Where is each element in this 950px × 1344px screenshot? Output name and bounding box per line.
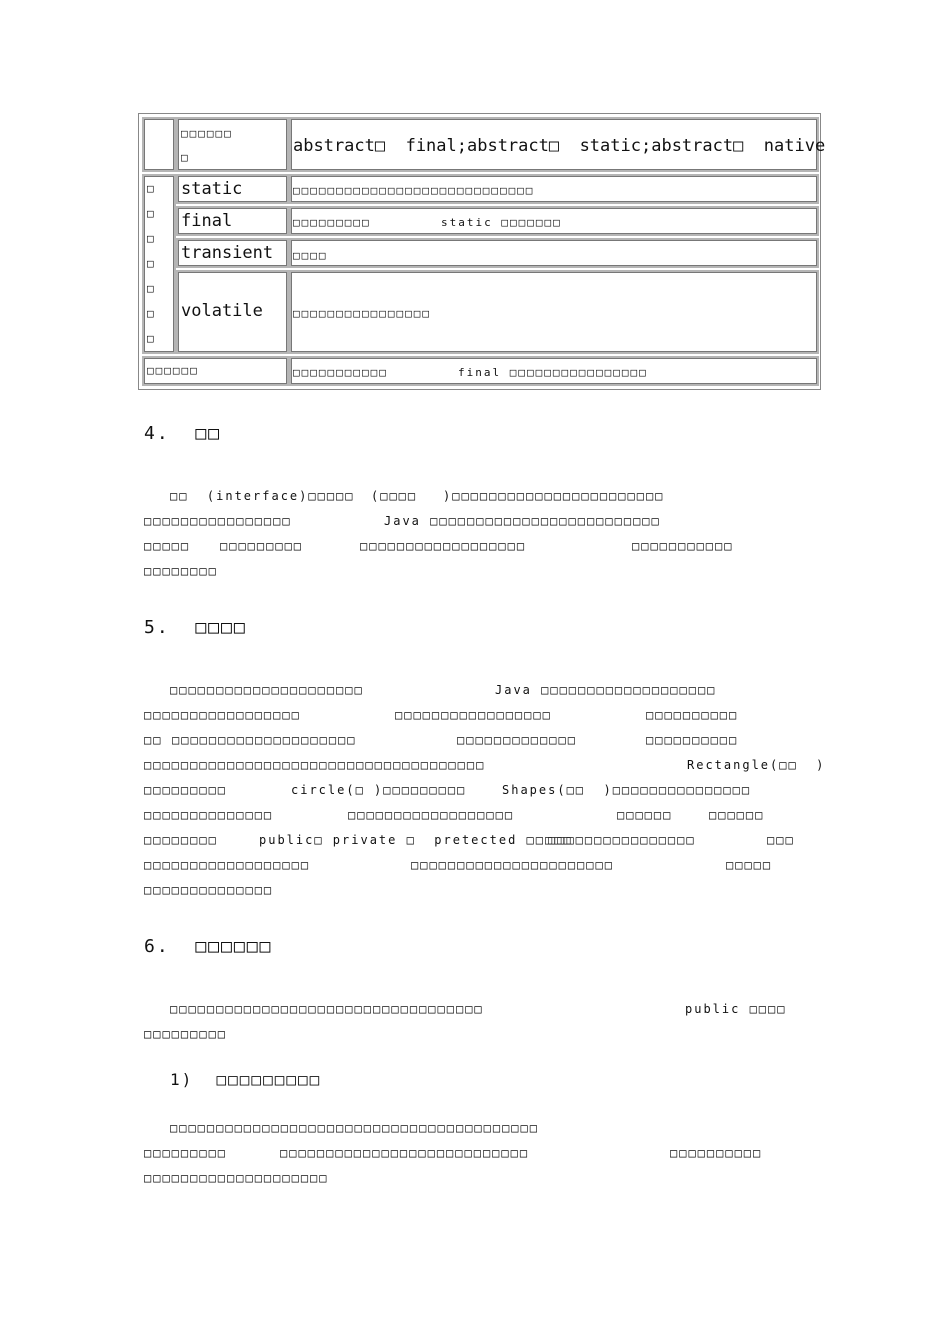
text-run: □□□□□□□□□□□□□□□□□ [395, 708, 552, 722]
text-run: □□□□□□□□ [144, 833, 218, 847]
group-char: □ [147, 182, 156, 195]
text-run: □□ [144, 733, 163, 747]
text-run: □□□□□□□□□□□□□□□□□□□□□□□□□□□□□□□□□□ [170, 1002, 484, 1016]
text-run: □□□□□□ [709, 808, 765, 822]
text-run: □□□□□ [726, 858, 773, 872]
text-run: □□□□□□□□□ [144, 783, 228, 797]
text-run: □□□□□□□□□□□□□□□□□□□□□□□□□□□ [280, 1146, 530, 1160]
text-run: (□□□□ [371, 489, 418, 503]
table-cell-last-desc [289, 356, 819, 386]
modifier-name: final [181, 211, 233, 231]
text-run: □□□□□□□□□□ [646, 733, 739, 747]
text-run: □□□□□□□□□□□□□□□□ [548, 833, 696, 847]
text-run: □□□□□□□□□ [220, 539, 304, 553]
text-run: circle(□ )□□□□□□□□□ [291, 783, 467, 797]
text-run: □□□□□□□□□□□□□□□□□□□□□□□□□□□□□□□□□□□□□ [144, 758, 486, 772]
group-char: □ [147, 307, 156, 320]
modifier-desc: □□□□ [293, 249, 328, 262]
text-run: □□□□□□□□□□□□□□□□□□□□□□□□□□□□□□□□□□□□□□□□ [170, 1121, 539, 1135]
cell-text: □ [181, 151, 190, 164]
table-cell-blank [142, 117, 176, 172]
text-run: □□□□□□□□ [144, 564, 218, 578]
text-run: □□□□□□□□□□□□□□□□□□□□□□ [411, 858, 614, 872]
section-5-heading: 5. □□□□ [144, 617, 247, 638]
text-run: □□□□□□□□□□□□□□ [144, 808, 274, 822]
text-run: □□□□□□□□□ [144, 1027, 228, 1041]
text-run: public□ private □ pretected □□□□□ [259, 833, 573, 847]
cell-text: □□□□□□ [147, 364, 199, 377]
table-cell-last-label [142, 356, 289, 386]
text-run: □□□□□□ [617, 808, 673, 822]
text-run: Rectangle(□□ ) [687, 758, 826, 772]
table-cell-header-label [176, 117, 289, 172]
modifier-name: static [181, 179, 243, 199]
modifier-table [138, 113, 826, 390]
cell-text: □□□□□□ [181, 127, 233, 140]
table-cell-desc-static [289, 174, 819, 204]
table-cell-mod-volatile [176, 270, 289, 354]
text-run: )□□□□□□□□□□□□□□□□□□□□□□□ [443, 489, 665, 503]
text-run: Shapes(□□ )□□□□□□□□□□□□□□□ [502, 783, 752, 797]
text-run: □□□□□□□□□□ [670, 1146, 763, 1160]
group-char: □ [147, 232, 156, 245]
text-run: □□□□□□□□□□□□□□ [144, 883, 274, 897]
text-run: Java □□□□□□□□□□□□□□□□□□□□□□□□□ [384, 514, 661, 528]
text-run: □□□□□□□□□□□□□□□□□ [144, 708, 301, 722]
text-run: □□□□□□□□□□ [646, 708, 739, 722]
text-run: public □□□□ [685, 1002, 787, 1016]
text-run: □□□□□□□□□□□□□□□□ [144, 514, 292, 528]
text-run: □□□□□□□□□□□□□□□□□□ [144, 858, 311, 872]
table-cell-mod-static [176, 174, 289, 204]
cell-text: final □□□□□□□□□□□□□□□□ [458, 366, 648, 379]
text-run: □□□□□□□□□□□□□□□□□□□□ [144, 1171, 329, 1185]
section-6-heading: 6. □□□□□□ [144, 936, 273, 957]
group-char: □ [147, 257, 156, 270]
text-run: □□□□□□□□□□□ [632, 539, 734, 553]
cell-text: □□□□□□□□□□□ [293, 366, 388, 379]
modifier-name: volatile [181, 301, 263, 321]
modifier-desc: □□□□□□□□□□□□□□□□ [293, 307, 431, 320]
group-char: □ [147, 207, 156, 220]
group-char: □ [147, 332, 156, 345]
table-cell-desc-transient [289, 238, 819, 268]
section-4-heading: 4. □□ [144, 423, 222, 444]
table-cell-mod-final [176, 206, 289, 236]
text-run: □□□□□□□□□ [144, 1146, 228, 1160]
table-cell-mod-transient [176, 238, 289, 268]
text-run: □□□□□□□□□□□□□ [457, 733, 577, 747]
text-run: □□ (interface)□□□□□ [170, 489, 355, 503]
modifier-desc: □□□□□□□□□ [293, 216, 371, 229]
text-run: □□□ [767, 833, 795, 847]
table-cell-desc-final [289, 206, 819, 236]
group-char: □ [147, 282, 156, 295]
table-cell-desc-volatile [289, 270, 819, 354]
subsection-1-heading: 1) □□□□□□□□□ [170, 1070, 322, 1089]
modifier-name: transient [181, 243, 274, 263]
table-cell-combinations [289, 117, 826, 172]
text-run: □□□□□□□□□□□□□□□□□□ [360, 539, 527, 553]
text-run: □□□□□□□□□□□□□□□□□□□□ [172, 733, 357, 747]
cell-text: abstract□ final;abstract□ static;abstract□ native [293, 136, 826, 156]
text-run: Java □□□□□□□□□□□□□□□□□□□ [495, 683, 717, 697]
modifier-desc: static □□□□□□□ [441, 216, 562, 229]
table-cell-group-label [142, 174, 176, 354]
text-run: □□□□□□□□□□□□□□□□□□□□□ [170, 683, 364, 697]
modifier-desc: □□□□□□□□□□□□□□□□□□□□□□□□□□□□ [293, 184, 535, 197]
text-run: □□□□□□□□□□□□□□□□□□ [348, 808, 515, 822]
text-run: □□□□□ [144, 539, 191, 553]
